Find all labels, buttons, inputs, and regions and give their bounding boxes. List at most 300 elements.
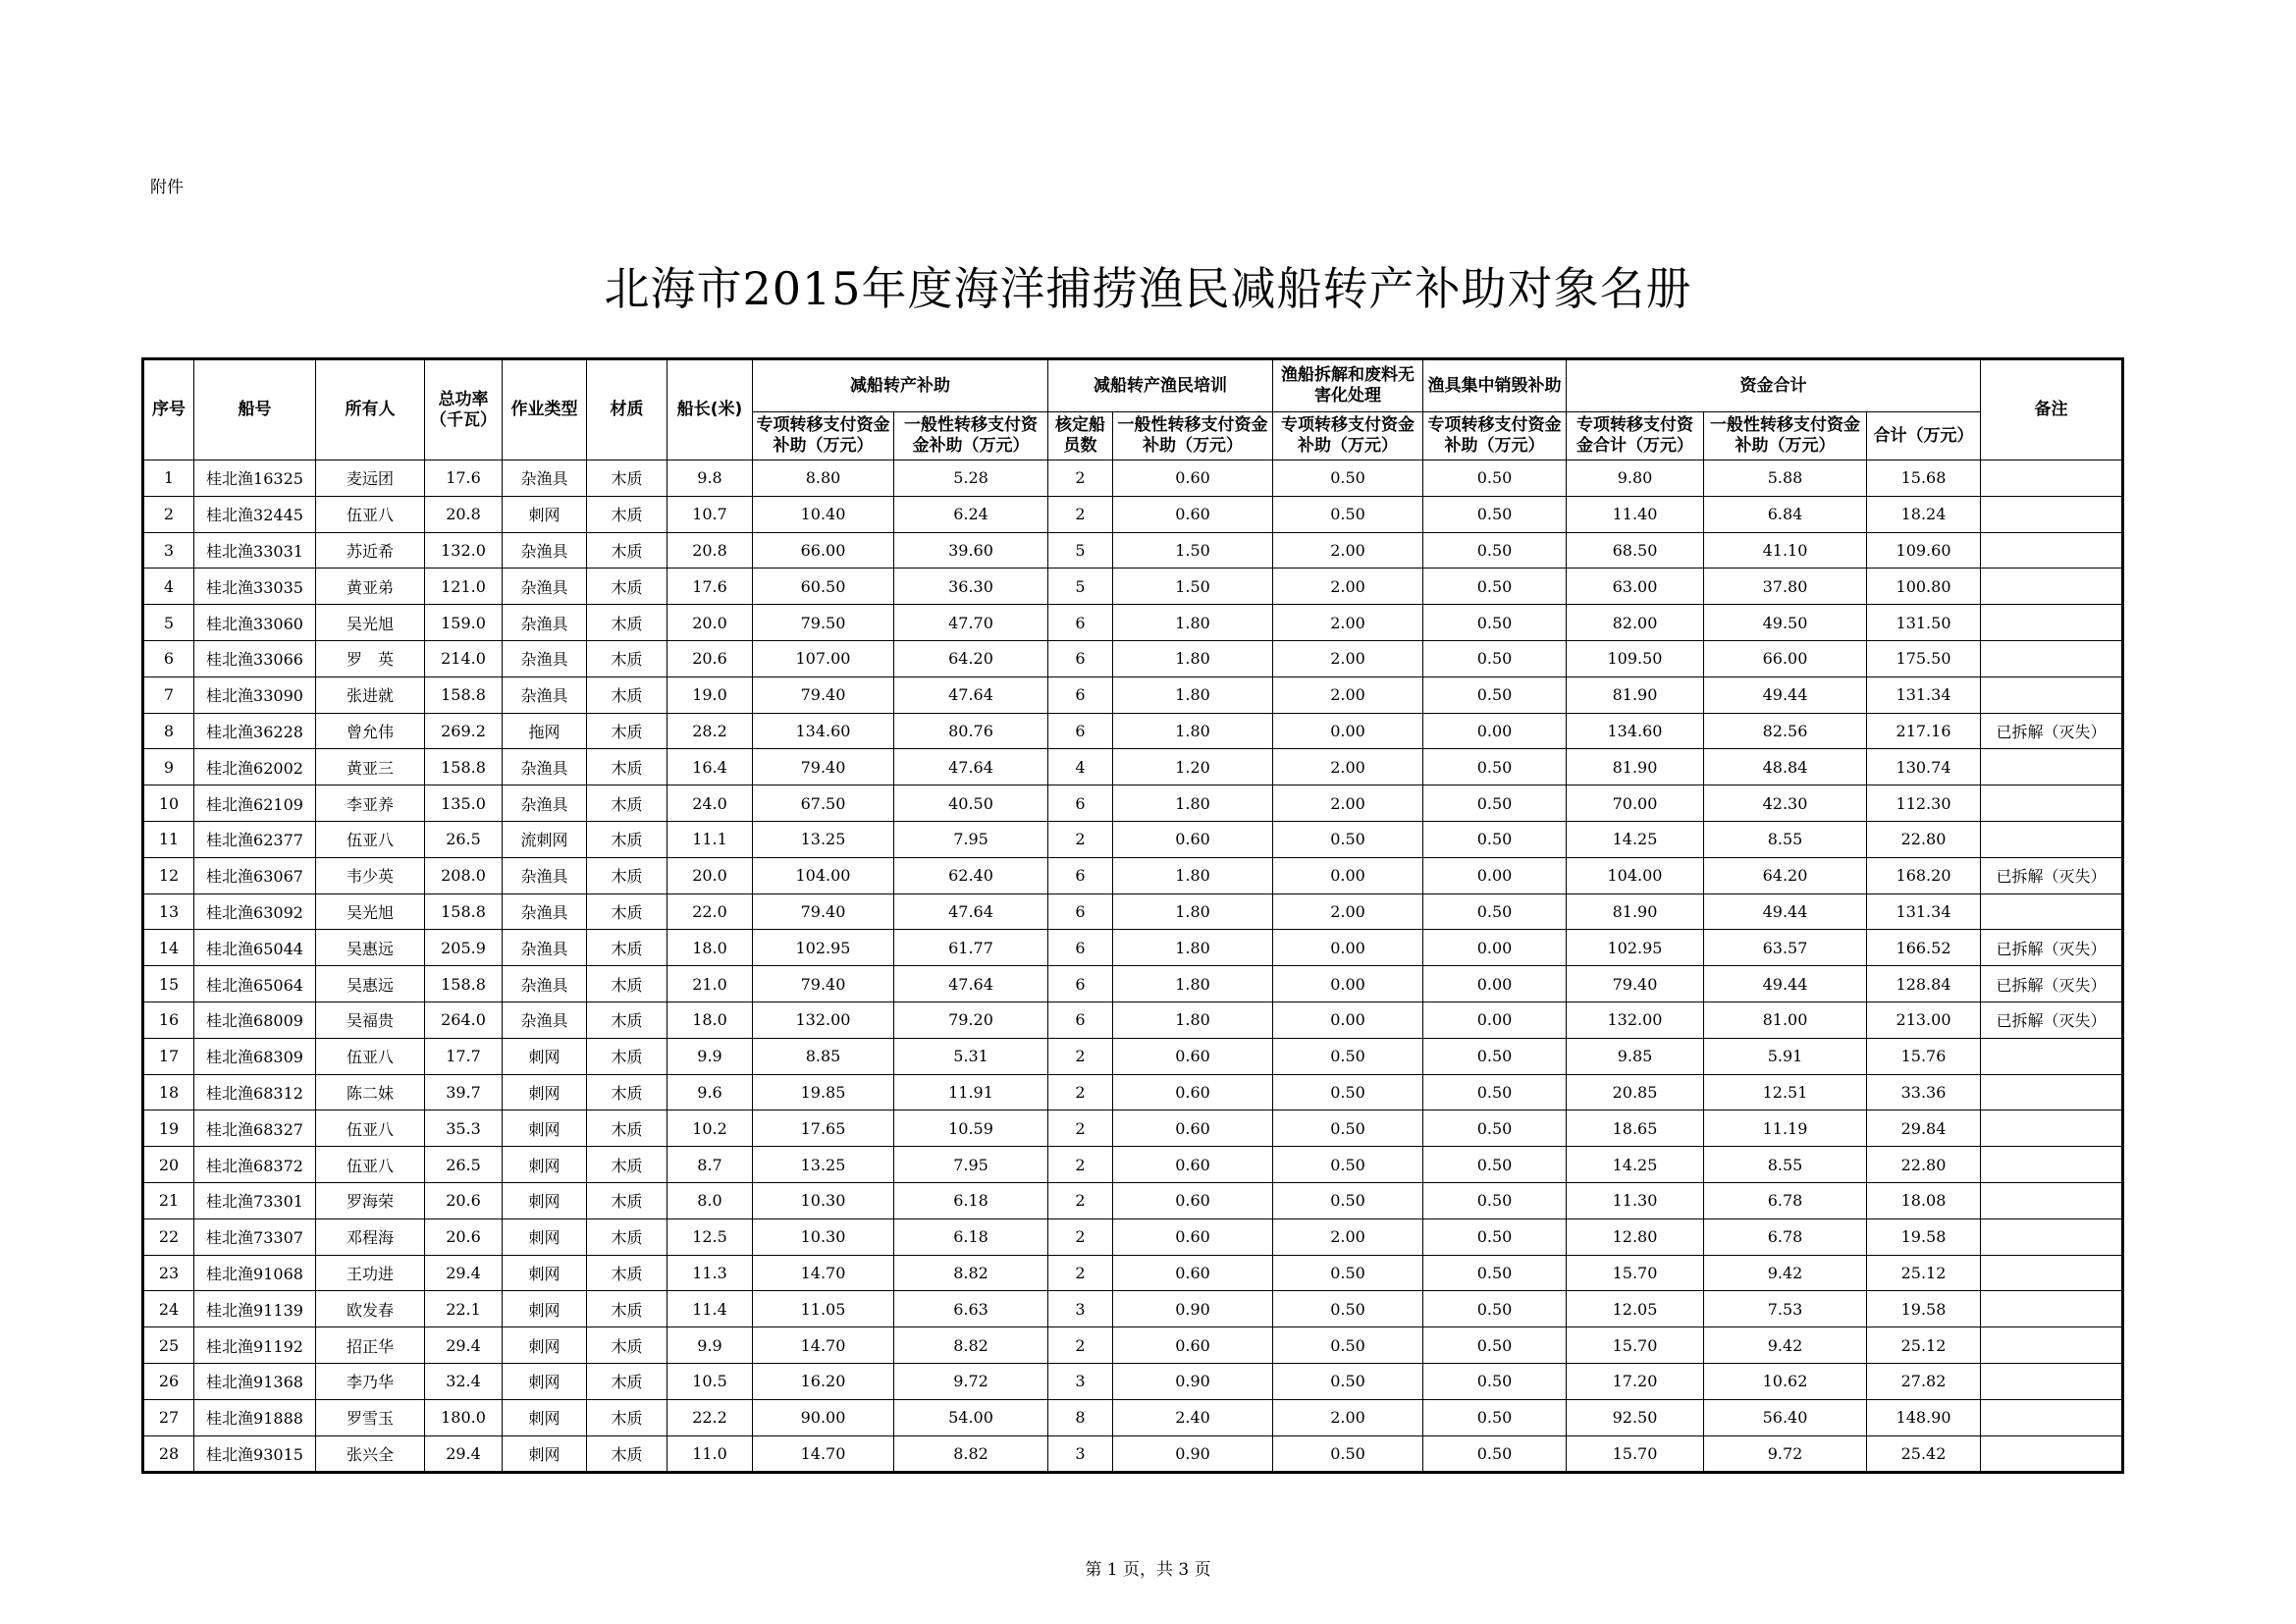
cell-dismantle-special: 0.50 (1273, 1110, 1423, 1147)
cell-red-general: 54.00 (894, 1399, 1048, 1435)
cell-train-count: 2 (1048, 1255, 1113, 1291)
cell-total-general: 56.40 (1704, 1399, 1867, 1435)
cell-train-count: 2 (1048, 1218, 1113, 1255)
table-row (143, 1363, 2123, 1399)
cell-total-general: 7.53 (1704, 1291, 1867, 1327)
cell-train-general: 1.80 (1113, 785, 1273, 822)
cell-train-count: 2 (1048, 821, 1113, 857)
cell-remark (1981, 460, 2123, 497)
cell-seq: 15 (143, 966, 194, 1002)
cell-remark (1981, 568, 2123, 605)
cell-red-general: 9.72 (894, 1363, 1048, 1399)
cell-boat-no: 桂北渔33066 (194, 640, 316, 677)
cell-length: 21.0 (667, 966, 753, 1002)
cell-total-special: 15.70 (1567, 1435, 1704, 1473)
cell-boat-no: 桂北渔68312 (194, 1074, 316, 1110)
cell-total-general: 49.50 (1704, 605, 1867, 641)
cell-total-special: 134.60 (1567, 713, 1704, 749)
cell-boat-no: 桂北渔62377 (194, 821, 316, 857)
cell-dismantle-special: 0.50 (1273, 496, 1423, 532)
cell-owner: 吴福贵 (316, 1001, 425, 1038)
cell-red-general: 39.60 (894, 532, 1048, 568)
cell-total-special: 17.20 (1567, 1363, 1704, 1399)
cell-seq: 28 (143, 1435, 194, 1473)
cell-remark (1981, 1038, 2123, 1074)
cell-train-general: 1.50 (1113, 532, 1273, 568)
header-material: 材质 (587, 359, 667, 460)
cell-gear-special: 0.50 (1423, 1038, 1567, 1074)
cell-boat-no: 桂北渔62002 (194, 749, 316, 785)
cell-seq: 10 (143, 785, 194, 822)
cell-power: 17.6 (425, 460, 503, 497)
cell-dismantle-special: 2.00 (1273, 1218, 1423, 1255)
cell-power: 208.0 (425, 857, 503, 893)
cell-seq: 9 (143, 749, 194, 785)
cell-total-general: 6.84 (1704, 496, 1867, 532)
cell-total-sum: 19.58 (1867, 1218, 1981, 1255)
cell-total-general: 11.19 (1704, 1110, 1867, 1147)
cell-train-general: 0.60 (1113, 1074, 1273, 1110)
cell-red-general: 47.64 (894, 966, 1048, 1002)
cell-length: 22.0 (667, 893, 753, 930)
cell-boat-no: 桂北渔91068 (194, 1255, 316, 1291)
cell-length: 9.8 (667, 460, 753, 497)
cell-total-sum: 148.90 (1867, 1399, 1981, 1435)
cell-total-sum: 27.82 (1867, 1363, 1981, 1399)
cell-total-general: 6.78 (1704, 1182, 1867, 1218)
cell-work-type: 刺网 (503, 1435, 587, 1473)
cell-power: 135.0 (425, 785, 503, 822)
cell-total-sum: 100.80 (1867, 568, 1981, 605)
cell-total-special: 12.05 (1567, 1291, 1704, 1327)
cell-train-count: 5 (1048, 568, 1113, 605)
cell-gear-special: 0.50 (1423, 1291, 1567, 1327)
header-group-dismantle: 渔船拆解和废料无害化处理 (1273, 359, 1423, 412)
cell-length: 8.0 (667, 1182, 753, 1218)
cell-remark: 已拆解（灭失） (1981, 930, 2123, 966)
cell-remark: 已拆解（灭失） (1981, 857, 2123, 893)
cell-seq: 16 (143, 1001, 194, 1038)
cell-train-general: 0.90 (1113, 1435, 1273, 1473)
cell-gear-special: 0.00 (1423, 713, 1567, 749)
cell-train-count: 2 (1048, 1110, 1113, 1147)
cell-total-sum: 109.60 (1867, 532, 1981, 568)
header-boat-no: 船号 (194, 359, 316, 460)
cell-material: 木质 (587, 893, 667, 930)
cell-work-type: 刺网 (503, 1110, 587, 1147)
cell-red-special: 79.40 (753, 966, 894, 1002)
cell-power: 17.7 (425, 1038, 503, 1074)
cell-train-count: 8 (1048, 1399, 1113, 1435)
page-title: 北海市2015年度海洋捕捞渔民减船转产补助对象名册 (604, 262, 1692, 315)
cell-boat-no: 桂北渔68009 (194, 1001, 316, 1038)
cell-owner: 李亚养 (316, 785, 425, 822)
cell-total-special: 15.70 (1567, 1255, 1704, 1291)
cell-material: 木质 (587, 1147, 667, 1183)
table-row (143, 893, 2123, 930)
cell-red-general: 6.63 (894, 1291, 1048, 1327)
cell-work-type: 刺网 (503, 1327, 587, 1364)
table-row (143, 568, 2123, 605)
table-row (143, 930, 2123, 966)
cell-remark (1981, 1218, 2123, 1255)
cell-owner: 王功进 (316, 1255, 425, 1291)
cell-seq: 18 (143, 1074, 194, 1110)
cell-red-special: 8.85 (753, 1038, 894, 1074)
cell-train-count: 2 (1048, 1038, 1113, 1074)
cell-red-special: 11.05 (753, 1291, 894, 1327)
cell-owner: 伍亚八 (316, 1038, 425, 1074)
cell-length: 17.6 (667, 568, 753, 605)
cell-gear-special: 0.50 (1423, 1110, 1567, 1147)
cell-train-general: 0.60 (1113, 1038, 1273, 1074)
table-row (143, 1110, 2123, 1147)
cell-red-general: 5.28 (894, 460, 1048, 497)
cell-train-general: 1.80 (1113, 930, 1273, 966)
table-row (143, 1182, 2123, 1218)
cell-train-count: 2 (1048, 1327, 1113, 1364)
cell-gear-special: 0.00 (1423, 966, 1567, 1002)
cell-length: 20.8 (667, 532, 753, 568)
cell-dismantle-special: 2.00 (1273, 605, 1423, 641)
cell-total-special: 9.85 (1567, 1038, 1704, 1074)
cell-remark: 已拆解（灭失） (1981, 966, 2123, 1002)
table-row (143, 1327, 2123, 1364)
cell-gear-special: 0.50 (1423, 1147, 1567, 1183)
cell-gear-special: 0.50 (1423, 532, 1567, 568)
cell-remark (1981, 1147, 2123, 1183)
cell-gear-special: 0.50 (1423, 1218, 1567, 1255)
cell-train-general: 1.80 (1113, 713, 1273, 749)
cell-boat-no: 桂北渔68309 (194, 1038, 316, 1074)
cell-owner: 邓程海 (316, 1218, 425, 1255)
cell-owner: 罗 英 (316, 640, 425, 677)
cell-material: 木质 (587, 1255, 667, 1291)
cell-gear-special: 0.00 (1423, 930, 1567, 966)
cell-total-special: 15.70 (1567, 1327, 1704, 1364)
cell-total-general: 5.91 (1704, 1038, 1867, 1074)
table-row (143, 1255, 2123, 1291)
cell-remark: 已拆解（灭失） (1981, 713, 2123, 749)
cell-power: 29.4 (425, 1327, 503, 1364)
cell-power: 158.8 (425, 966, 503, 1002)
cell-remark (1981, 1182, 2123, 1218)
cell-seq: 22 (143, 1218, 194, 1255)
header-group-total: 资金合计 (1567, 359, 1981, 412)
cell-total-sum: 128.84 (1867, 966, 1981, 1002)
cell-red-special: 10.40 (753, 496, 894, 532)
cell-train-count: 6 (1048, 605, 1113, 641)
cell-dismantle-special: 0.00 (1273, 857, 1423, 893)
cell-total-general: 8.55 (1704, 821, 1867, 857)
table-row (143, 1001, 2123, 1038)
cell-length: 11.1 (667, 821, 753, 857)
cell-owner: 欧发春 (316, 1291, 425, 1327)
cell-train-count: 6 (1048, 857, 1113, 893)
cell-total-special: 81.90 (1567, 749, 1704, 785)
header-group-training: 减船转产渔民培训 (1048, 359, 1273, 412)
cell-boat-no: 桂北渔73307 (194, 1218, 316, 1255)
cell-train-count: 4 (1048, 749, 1113, 785)
cell-boat-no: 桂北渔33035 (194, 568, 316, 605)
cell-gear-special: 0.50 (1423, 893, 1567, 930)
cell-red-general: 47.64 (894, 893, 1048, 930)
cell-material: 木质 (587, 532, 667, 568)
cell-total-sum: 18.24 (1867, 496, 1981, 532)
cell-total-special: 109.50 (1567, 640, 1704, 677)
cell-train-general: 1.50 (1113, 568, 1273, 605)
cell-red-special: 107.00 (753, 640, 894, 677)
cell-boat-no: 桂北渔62109 (194, 785, 316, 822)
cell-material: 木质 (587, 1327, 667, 1364)
cell-length: 10.2 (667, 1110, 753, 1147)
cell-owner: 苏近希 (316, 532, 425, 568)
cell-total-general: 9.72 (1704, 1435, 1867, 1473)
cell-total-sum: 22.80 (1867, 1147, 1981, 1183)
cell-train-general: 0.90 (1113, 1363, 1273, 1399)
cell-red-general: 8.82 (894, 1435, 1048, 1473)
cell-total-general: 6.78 (1704, 1218, 1867, 1255)
page-footer: 第 1 页，共 3 页 (1085, 1560, 1211, 1580)
cell-red-general: 80.76 (894, 713, 1048, 749)
header-total-general: 一般性转移支付资金补助（万元） (1704, 412, 1867, 460)
cell-boat-no: 桂北渔32445 (194, 496, 316, 532)
cell-length: 20.0 (667, 605, 753, 641)
table-row (143, 857, 2123, 893)
cell-total-sum: 168.20 (1867, 857, 1981, 893)
cell-train-count: 2 (1048, 496, 1113, 532)
cell-work-type: 杂渔具 (503, 605, 587, 641)
table-body (143, 460, 2123, 1473)
cell-power: 264.0 (425, 1001, 503, 1038)
cell-owner: 张进就 (316, 677, 425, 713)
cell-work-type: 刺网 (503, 1255, 587, 1291)
cell-seq: 25 (143, 1327, 194, 1364)
cell-total-special: 9.80 (1567, 460, 1704, 497)
cell-power: 158.8 (425, 749, 503, 785)
cell-dismantle-special: 0.50 (1273, 1291, 1423, 1327)
cell-gear-special: 0.50 (1423, 785, 1567, 822)
cell-owner: 李乃华 (316, 1363, 425, 1399)
cell-train-general: 0.60 (1113, 1327, 1273, 1364)
table-row (143, 821, 2123, 857)
table-row (143, 966, 2123, 1002)
cell-gear-special: 0.50 (1423, 1399, 1567, 1435)
cell-red-general: 47.70 (894, 605, 1048, 641)
cell-seq: 2 (143, 496, 194, 532)
cell-remark (1981, 1327, 2123, 1364)
cell-train-count: 3 (1048, 1435, 1113, 1473)
cell-boat-no: 桂北渔36228 (194, 713, 316, 749)
cell-owner: 黄亚三 (316, 749, 425, 785)
cell-power: 29.4 (425, 1435, 503, 1473)
cell-power: 214.0 (425, 640, 503, 677)
cell-work-type: 杂渔具 (503, 568, 587, 605)
cell-dismantle-special: 0.50 (1273, 1255, 1423, 1291)
cell-dismantle-special: 2.00 (1273, 785, 1423, 822)
cell-remark (1981, 1074, 2123, 1110)
cell-total-sum: 33.36 (1867, 1074, 1981, 1110)
header-total-sum: 合计（万元） (1867, 412, 1981, 460)
cell-material: 木质 (587, 1399, 667, 1435)
cell-total-sum: 213.00 (1867, 1001, 1981, 1038)
cell-material: 木质 (587, 1291, 667, 1327)
cell-total-sum: 15.68 (1867, 460, 1981, 497)
cell-dismantle-special: 2.00 (1273, 532, 1423, 568)
cell-work-type: 流刺网 (503, 821, 587, 857)
cell-material: 木质 (587, 749, 667, 785)
cell-total-general: 81.00 (1704, 1001, 1867, 1038)
cell-total-sum: 15.76 (1867, 1038, 1981, 1074)
cell-gear-special: 0.50 (1423, 1255, 1567, 1291)
cell-length: 20.0 (667, 857, 753, 893)
cell-work-type: 刺网 (503, 1182, 587, 1218)
cell-work-type: 刺网 (503, 1074, 587, 1110)
cell-remark (1981, 640, 2123, 677)
cell-total-special: 11.30 (1567, 1182, 1704, 1218)
cell-red-general: 5.31 (894, 1038, 1048, 1074)
cell-boat-no: 桂北渔91368 (194, 1363, 316, 1399)
cell-power: 20.6 (425, 1218, 503, 1255)
cell-red-general: 8.82 (894, 1327, 1048, 1364)
table-row (143, 460, 2123, 497)
table-row (143, 1147, 2123, 1183)
cell-length: 11.3 (667, 1255, 753, 1291)
cell-material: 木质 (587, 1435, 667, 1473)
cell-dismantle-special: 2.00 (1273, 749, 1423, 785)
cell-red-general: 61.77 (894, 930, 1048, 966)
table-row (143, 677, 2123, 713)
cell-dismantle-special: 0.50 (1273, 1147, 1423, 1183)
cell-dismantle-special: 0.00 (1273, 1001, 1423, 1038)
cell-material: 木质 (587, 857, 667, 893)
cell-red-special: 134.60 (753, 713, 894, 749)
cell-total-general: 10.62 (1704, 1363, 1867, 1399)
cell-train-general: 0.60 (1113, 496, 1273, 532)
cell-total-general: 37.80 (1704, 568, 1867, 605)
table-row (143, 496, 2123, 532)
cell-red-special: 14.70 (753, 1435, 894, 1473)
cell-power: 205.9 (425, 930, 503, 966)
cell-gear-special: 0.50 (1423, 677, 1567, 713)
header-total-special: 专项转移支付资金合计（万元） (1567, 412, 1704, 460)
cell-train-count: 6 (1048, 677, 1113, 713)
cell-total-special: 18.65 (1567, 1110, 1704, 1147)
cell-owner: 伍亚八 (316, 1110, 425, 1147)
cell-train-general: 1.80 (1113, 605, 1273, 641)
cell-total-special: 11.40 (1567, 496, 1704, 532)
cell-boat-no: 桂北渔65064 (194, 966, 316, 1002)
cell-gear-special: 0.00 (1423, 857, 1567, 893)
table-row (143, 640, 2123, 677)
header-work-type: 作业类型 (503, 359, 587, 460)
cell-total-sum: 25.42 (1867, 1435, 1981, 1473)
cell-train-general: 0.60 (1113, 821, 1273, 857)
cell-length: 18.0 (667, 1001, 753, 1038)
cell-material: 木质 (587, 496, 667, 532)
cell-total-general: 12.51 (1704, 1074, 1867, 1110)
cell-red-special: 79.40 (753, 677, 894, 713)
cell-work-type: 刺网 (503, 1363, 587, 1399)
cell-red-special: 79.40 (753, 893, 894, 930)
cell-boat-no: 桂北渔33090 (194, 677, 316, 713)
cell-remark (1981, 821, 2123, 857)
cell-red-special: 102.95 (753, 930, 894, 966)
cell-owner: 伍亚八 (316, 821, 425, 857)
cell-train-general: 1.80 (1113, 966, 1273, 1002)
cell-work-type: 杂渔具 (503, 749, 587, 785)
cell-owner: 吴惠远 (316, 930, 425, 966)
header-seq: 序号 (143, 359, 194, 460)
cell-total-sum: 22.80 (1867, 821, 1981, 857)
cell-remark (1981, 1435, 2123, 1473)
cell-total-special: 104.00 (1567, 857, 1704, 893)
cell-power: 35.3 (425, 1110, 503, 1147)
cell-train-general: 1.80 (1113, 893, 1273, 930)
cell-total-general: 49.44 (1704, 966, 1867, 1002)
cell-work-type: 杂渔具 (503, 893, 587, 930)
cell-total-special: 132.00 (1567, 1001, 1704, 1038)
cell-total-special: 20.85 (1567, 1074, 1704, 1110)
cell-owner: 吴光旭 (316, 893, 425, 930)
header-gear-special: 专项转移支付资金补助（万元） (1423, 412, 1567, 460)
cell-gear-special: 0.50 (1423, 1327, 1567, 1364)
cell-dismantle-special: 2.00 (1273, 893, 1423, 930)
cell-remark (1981, 1399, 2123, 1435)
cell-red-special: 104.00 (753, 857, 894, 893)
cell-gear-special: 0.50 (1423, 460, 1567, 497)
cell-red-special: 14.70 (753, 1255, 894, 1291)
cell-seq: 8 (143, 713, 194, 749)
cell-total-general: 66.00 (1704, 640, 1867, 677)
header-group-gear: 渔具集中销毁补助 (1423, 359, 1567, 412)
cell-boat-no: 桂北渔33060 (194, 605, 316, 641)
cell-total-sum: 217.16 (1867, 713, 1981, 749)
cell-power: 26.5 (425, 821, 503, 857)
cell-length: 20.6 (667, 640, 753, 677)
cell-total-special: 102.95 (1567, 930, 1704, 966)
cell-total-special: 14.25 (1567, 821, 1704, 857)
cell-power: 29.4 (425, 1255, 503, 1291)
cell-remark (1981, 1110, 2123, 1147)
header-remark: 备注 (1981, 359, 2123, 460)
cell-remark: 已拆解（灭失） (1981, 1001, 2123, 1038)
cell-dismantle-special: 0.50 (1273, 1074, 1423, 1110)
cell-boat-no: 桂北渔63092 (194, 893, 316, 930)
cell-train-count: 6 (1048, 785, 1113, 822)
cell-material: 木质 (587, 1218, 667, 1255)
cell-work-type: 杂渔具 (503, 640, 587, 677)
cell-total-sum: 131.34 (1867, 677, 1981, 713)
cell-work-type: 杂渔具 (503, 677, 587, 713)
cell-length: 24.0 (667, 785, 753, 822)
cell-gear-special: 0.50 (1423, 496, 1567, 532)
cell-train-general: 1.80 (1113, 677, 1273, 713)
cell-total-general: 49.44 (1704, 893, 1867, 930)
cell-gear-special: 0.50 (1423, 640, 1567, 677)
header-length: 船长(米) (667, 359, 753, 460)
cell-train-count: 2 (1048, 1182, 1113, 1218)
cell-remark (1981, 1255, 2123, 1291)
cell-remark (1981, 749, 2123, 785)
cell-red-general: 64.20 (894, 640, 1048, 677)
cell-length: 9.6 (667, 1074, 753, 1110)
cell-dismantle-special: 0.00 (1273, 966, 1423, 1002)
cell-material: 木质 (587, 605, 667, 641)
cell-work-type: 杂渔具 (503, 460, 587, 497)
cell-seq: 13 (143, 893, 194, 930)
cell-dismantle-special: 2.00 (1273, 640, 1423, 677)
